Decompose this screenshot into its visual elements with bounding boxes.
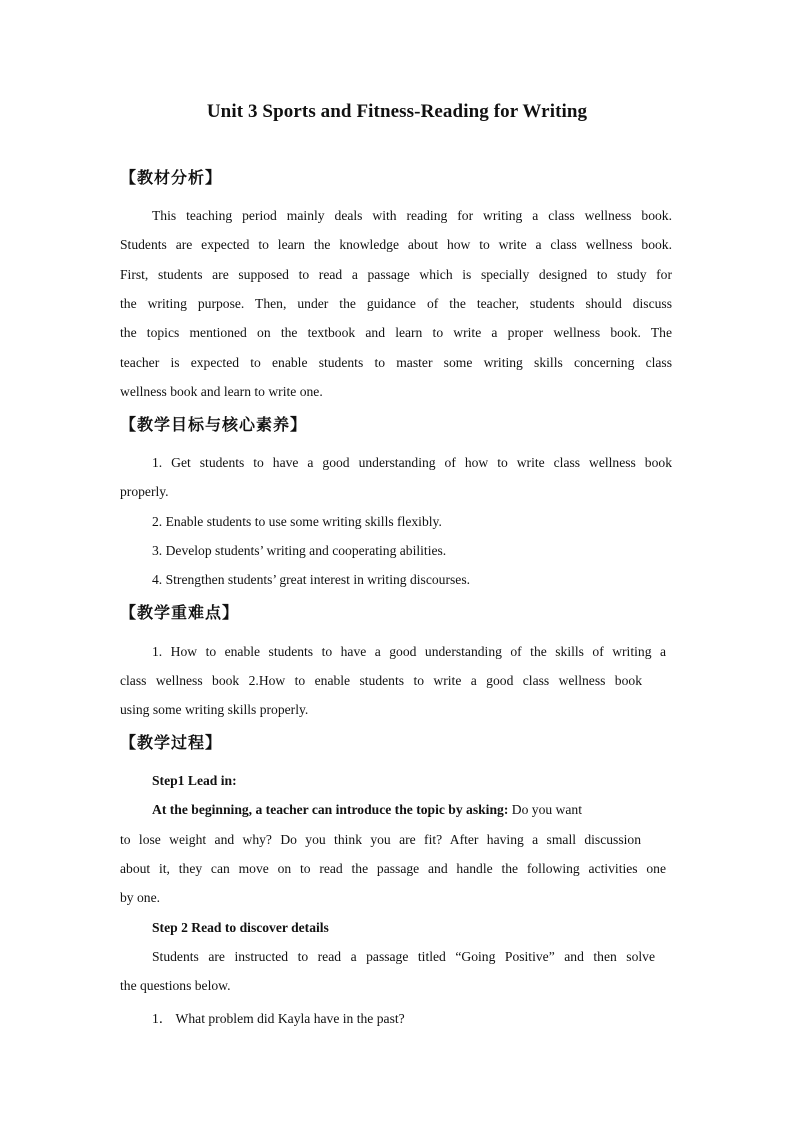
objective-item-continued: properly. xyxy=(120,484,169,499)
step2-label xyxy=(152,920,329,936)
step1-label-text: Step1 Lead in: xyxy=(152,773,237,788)
paragraph-line: First, students are supposed to read a passage which is specially designed to study for xyxy=(120,267,672,282)
paragraph-line: the writing purpose. Then, under the guidance of the teacher, students should discuss xyxy=(120,296,672,311)
step1-line: about it, they can move on to read the passage and handle the following activities one xyxy=(120,861,666,876)
difficulty-line: 1. How to enable students to have a good understanding of the skills of writing a xyxy=(152,644,666,659)
paragraph-line: the topics mentioned on the textbook and learn to write a proper wellness book. The xyxy=(120,325,672,340)
step1-intro xyxy=(152,802,582,818)
step1-line: by one. xyxy=(120,890,161,905)
step1-bold-text: At the beginning, a teacher can introduce the topic by asking: xyxy=(152,802,509,817)
step2-label-text: Step 2 Read to discover details xyxy=(152,920,329,935)
step2-line: Students are instructed to read a passage titled “Going Positive” and then solve xyxy=(152,949,655,964)
objective-item: 2. Enable students to use some writing skills flexibly. xyxy=(152,514,442,529)
objective-item: 3. Develop students’ writing and cooperating abilities. xyxy=(152,543,447,558)
paragraph-line: wellness book and learn to write one. xyxy=(120,384,323,399)
difficulty-line: using some writing skills properly. xyxy=(120,702,309,717)
difficulty-line: class wellness book 2.How to enable students to write a good class wellness book xyxy=(120,673,642,688)
step1-question-text: Do you want xyxy=(508,802,582,817)
section-heading-process: 【教学过程】 xyxy=(120,733,223,752)
step1-label xyxy=(152,773,237,789)
section-heading-difficulties: 【教学重难点】 xyxy=(120,603,240,622)
section-heading-objectives: 【教学目标与核心素养】 xyxy=(120,415,308,434)
paragraph-line: This teaching period mainly deals with reading for writing a class wellness book. xyxy=(152,208,672,223)
objective-item: 4. Strengthen students’ great interest in writing discourses. xyxy=(152,572,471,587)
objective-item: 1. Get students to have a good understanding of how to write class wellness book xyxy=(152,455,672,470)
step1-line: to lose weight and why? Do you think you are fit? After having a small discussion xyxy=(120,832,641,847)
section-heading-analysis: 【教材分析】 xyxy=(120,168,223,187)
paragraph-line: Students are expected to learn the knowledge about how to write a class wellness book. xyxy=(120,237,672,252)
question-1: 1． What problem did Kayla have in the past? xyxy=(152,1011,405,1026)
step2-line: the questions below. xyxy=(120,978,231,993)
paragraph-line: teacher is expected to enable students to master some writing skills concerning class xyxy=(120,355,672,370)
page-title: Unit 3 Sports and Fitness-Reading for Writing xyxy=(206,101,588,122)
